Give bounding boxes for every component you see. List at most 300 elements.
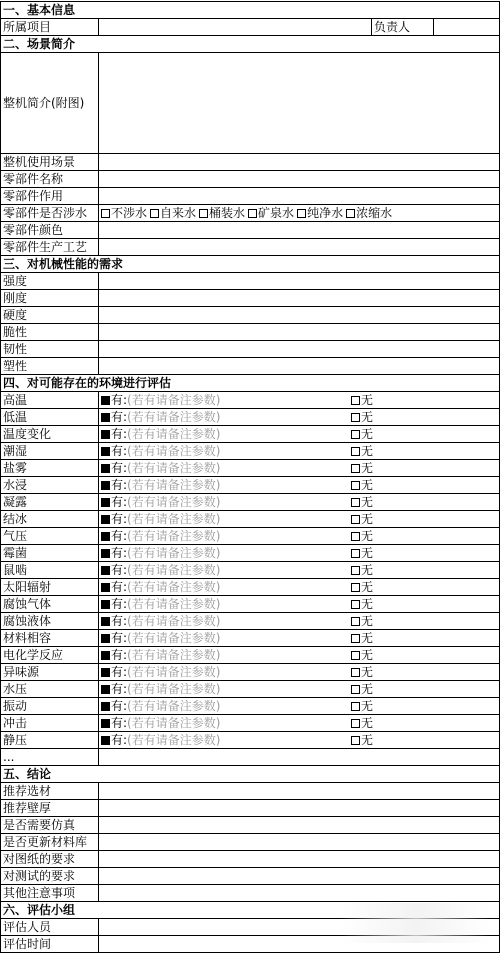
checkbox-icon[interactable] <box>351 702 360 711</box>
env-yes-option[interactable] <box>101 444 351 459</box>
row-label: 腐蚀气体 <box>1 596 99 613</box>
env-yes-option[interactable] <box>101 495 351 510</box>
env-yes-option[interactable] <box>101 682 351 697</box>
yes-hint: (若有请备注参数) <box>127 494 221 509</box>
row-value-cell[interactable] <box>99 409 500 426</box>
env-yes-option[interactable] <box>101 631 351 646</box>
env-no-option[interactable] <box>351 495 373 510</box>
yes-hint: (若有请备注参数) <box>127 511 221 526</box>
form-row <box>1 205 500 222</box>
checked-box-icon[interactable] <box>101 430 110 439</box>
form-row <box>1 53 500 154</box>
form-row <box>1 273 500 290</box>
row-label: 电化学反应 <box>1 647 99 664</box>
row-label: 脆性 <box>1 324 99 341</box>
env-yes-option[interactable] <box>101 461 351 476</box>
evaluation-form <box>0 1 499 953</box>
no-label: 无 <box>361 528 374 543</box>
yes-label: 有: <box>111 528 128 543</box>
row-label: 振动 <box>1 698 99 715</box>
env-yes-option[interactable] <box>101 648 351 663</box>
water-option[interactable] <box>248 206 294 220</box>
row-value-cell[interactable] <box>99 511 500 528</box>
row-value-cell[interactable] <box>99 443 500 460</box>
no-label: 无 <box>361 698 374 713</box>
yes-hint: (若有请备注参数) <box>127 698 221 713</box>
no-label: 无 <box>361 630 374 645</box>
env-no-option[interactable] <box>351 716 373 731</box>
row-label: 塑性 <box>1 358 99 375</box>
row-value-cell[interactable] <box>99 783 500 800</box>
row-label: 其他注意事项 <box>1 885 99 902</box>
yes-hint: (若有请备注参数) <box>127 732 221 747</box>
row-value-cell[interactable] <box>99 596 500 613</box>
form-row <box>1 613 500 630</box>
env-no-option[interactable] <box>351 393 373 408</box>
yes-label: 有: <box>111 596 128 611</box>
row-label: 霉菌 <box>1 545 99 562</box>
checked-box-icon[interactable] <box>101 447 110 456</box>
env-yes-option[interactable] <box>101 393 351 408</box>
form-row <box>1 154 500 171</box>
row-label: 是否需要仿真 <box>1 817 99 834</box>
row-label: 零部件生产工艺 <box>1 239 99 256</box>
env-yes-option[interactable] <box>101 478 351 493</box>
env-no-option[interactable] <box>351 444 373 459</box>
yes-label: 有: <box>111 698 128 713</box>
yes-hint: (若有请备注参数) <box>127 460 221 475</box>
env-yes-option[interactable] <box>101 529 351 544</box>
row-value-cell[interactable] <box>99 749 500 766</box>
section-title: 一、基本信息 <box>1 2 500 19</box>
form-row <box>1 664 500 681</box>
water-option[interactable] <box>150 206 196 220</box>
form-row <box>1 868 500 885</box>
row-label: 零部件是否涉水 <box>1 205 99 222</box>
checkbox-icon[interactable] <box>346 209 355 218</box>
checked-box-icon[interactable] <box>101 685 110 694</box>
form-row <box>1 630 500 647</box>
checked-box-icon[interactable] <box>101 413 110 422</box>
row-label: 评估时间 <box>1 936 99 953</box>
yes-hint: (若有请备注参数) <box>127 392 221 407</box>
row-value-cell[interactable] <box>99 834 500 851</box>
yes-hint: (若有请备注参数) <box>127 545 221 560</box>
section-title: 三、对机械性能的需求 <box>1 256 500 273</box>
checked-box-icon[interactable] <box>101 600 110 609</box>
checkbox-icon[interactable] <box>351 651 360 660</box>
checked-box-icon[interactable] <box>101 566 110 575</box>
checked-box-icon[interactable] <box>101 702 110 711</box>
no-label: 无 <box>361 681 374 696</box>
form-row <box>1 426 500 443</box>
water-option[interactable] <box>346 206 392 220</box>
row-value-cell[interactable] <box>99 171 500 188</box>
checked-box-icon[interactable] <box>101 736 110 745</box>
yes-hint: (若有请备注参数) <box>127 443 221 458</box>
checkbox-icon[interactable] <box>351 481 360 490</box>
no-label: 无 <box>361 494 374 509</box>
row-value-cell[interactable] <box>99 562 500 579</box>
yes-label: 有: <box>111 630 128 645</box>
row-label: 零部件名称 <box>1 171 99 188</box>
form-row <box>1 647 500 664</box>
checkbox-icon[interactable] <box>351 396 360 405</box>
row-label: 对图纸的要求 <box>1 851 99 868</box>
project-value-cell[interactable] <box>99 19 372 36</box>
row-value-cell[interactable] <box>99 630 500 647</box>
row-label: 水压 <box>1 681 99 698</box>
yes-label: 有: <box>111 613 128 628</box>
checkbox-icon[interactable] <box>297 209 306 218</box>
form-row <box>1 341 500 358</box>
row-value-cell[interactable] <box>99 681 500 698</box>
env-yes-option[interactable] <box>101 427 351 442</box>
form-row <box>1 409 500 426</box>
section-scenario <box>1 36 500 53</box>
row-label: 强度 <box>1 273 99 290</box>
row-value-cell[interactable] <box>99 426 500 443</box>
no-label: 无 <box>361 613 374 628</box>
checked-box-icon[interactable] <box>101 583 110 592</box>
row-value-cell[interactable] <box>99 154 500 171</box>
env-no-option[interactable] <box>351 665 373 680</box>
checkbox-icon[interactable] <box>351 617 360 626</box>
checked-box-icon[interactable] <box>101 617 110 626</box>
section-mechanical <box>1 256 500 273</box>
form-row <box>1 732 500 749</box>
yes-hint: (若有请备注参数) <box>127 681 221 696</box>
checked-box-icon[interactable] <box>101 532 110 541</box>
form-row <box>1 511 500 528</box>
row-value-cell[interactable] <box>99 460 500 477</box>
row-label: 结冰 <box>1 511 99 528</box>
row-label: 材料相容 <box>1 630 99 647</box>
water-option-label: 自来水 <box>160 205 197 220</box>
env-yes-option[interactable] <box>101 563 351 578</box>
form-row <box>1 800 500 817</box>
yes-label: 有: <box>111 494 128 509</box>
row-label: 冲击 <box>1 715 99 732</box>
row-label: 推荐壁厚 <box>1 800 99 817</box>
form-row <box>1 545 500 562</box>
no-label: 无 <box>361 409 374 424</box>
env-yes-option[interactable] <box>101 597 351 612</box>
section-title: 二、场景简介 <box>1 36 500 53</box>
yes-hint: (若有请备注参数) <box>127 664 221 679</box>
row-value-cell[interactable] <box>99 817 500 834</box>
env-no-option[interactable] <box>351 580 373 595</box>
env-yes-option[interactable] <box>101 546 351 561</box>
checkbox-icon[interactable] <box>351 549 360 558</box>
form-row <box>1 443 500 460</box>
checkbox-icon[interactable] <box>150 209 159 218</box>
row-value-cell[interactable] <box>99 290 500 307</box>
form-row <box>1 358 500 375</box>
water-option-label: 矿泉水 <box>258 205 295 220</box>
env-yes-option[interactable] <box>101 512 351 527</box>
row-label: 是否更新材料库 <box>1 834 99 851</box>
form-row <box>1 324 500 341</box>
checkbox-icon[interactable] <box>351 600 360 609</box>
checkbox-icon[interactable] <box>351 532 360 541</box>
form-row <box>1 749 500 766</box>
form-row <box>1 188 500 205</box>
checked-box-icon[interactable] <box>101 396 110 405</box>
row-value-cell[interactable] <box>99 528 500 545</box>
row-value-cell[interactable] <box>99 324 500 341</box>
checkbox-icon[interactable] <box>351 413 360 422</box>
form-row <box>1 528 500 545</box>
form-row <box>1 494 500 511</box>
yes-label: 有: <box>111 579 128 594</box>
checkbox-icon[interactable] <box>351 719 360 728</box>
yes-label: 有: <box>111 732 128 747</box>
row-value-cell[interactable] <box>99 664 500 681</box>
row-value-cell[interactable] <box>99 545 500 562</box>
form-row <box>1 579 500 596</box>
env-no-option[interactable] <box>351 427 373 442</box>
yes-hint: (若有请备注参数) <box>127 579 221 594</box>
checkbox-icon[interactable] <box>351 668 360 677</box>
env-no-option[interactable] <box>351 597 373 612</box>
env-yes-option[interactable] <box>101 733 351 748</box>
row-label: 对测试的要求 <box>1 868 99 885</box>
row-value-cell[interactable] <box>99 273 500 290</box>
row-value-cell[interactable] <box>99 477 500 494</box>
row-label: 气压 <box>1 528 99 545</box>
yes-hint: (若有请备注参数) <box>127 647 221 662</box>
env-no-option[interactable] <box>351 699 373 714</box>
water-option[interactable] <box>199 206 245 220</box>
env-yes-option[interactable] <box>101 580 351 595</box>
yes-label: 有: <box>111 681 128 696</box>
no-label: 无 <box>361 443 374 458</box>
form-row <box>1 460 500 477</box>
yes-label: 有: <box>111 443 128 458</box>
yes-label: 有: <box>111 562 128 577</box>
env-no-option[interactable] <box>351 563 373 578</box>
row-label: 整机简介(附图) <box>1 53 99 154</box>
form-row <box>1 290 500 307</box>
checkbox-icon[interactable] <box>351 736 360 745</box>
row-value-cell[interactable] <box>99 222 500 239</box>
env-no-option[interactable] <box>351 478 373 493</box>
row-label: 腐蚀液体 <box>1 613 99 630</box>
evaluation-table <box>0 1 500 953</box>
row-label: 评估人员 <box>1 919 99 936</box>
yes-label: 有: <box>111 409 128 424</box>
section-title: 四、对可能存在的环境进行评估 <box>1 375 500 392</box>
row-value-cell[interactable] <box>99 800 500 817</box>
checked-box-icon[interactable] <box>101 719 110 728</box>
checked-box-icon[interactable] <box>101 464 110 473</box>
yes-hint: (若有请备注参数) <box>127 477 221 492</box>
yes-hint: (若有请备注参数) <box>127 426 221 441</box>
water-option-label: 桶装水 <box>209 205 246 220</box>
section-title: 五、结论 <box>1 766 500 783</box>
checkbox-icon[interactable] <box>351 498 360 507</box>
no-label: 无 <box>361 579 374 594</box>
form-row <box>1 885 500 902</box>
row-value-cell[interactable] <box>99 613 500 630</box>
checkbox-icon[interactable] <box>351 430 360 439</box>
checkbox-icon[interactable] <box>351 447 360 456</box>
row-label: 鼠啮 <box>1 562 99 579</box>
yes-label: 有: <box>111 511 128 526</box>
yes-hint: (若有请备注参数) <box>127 630 221 645</box>
row-value-cell[interactable] <box>99 851 500 868</box>
form-row <box>1 834 500 851</box>
row-value-cell[interactable] <box>99 239 500 256</box>
owner-label: 负责人 <box>372 19 434 36</box>
checked-box-icon[interactable] <box>101 651 110 660</box>
row-value-cell[interactable] <box>99 885 500 902</box>
watermark <box>341 903 491 943</box>
checkbox-icon[interactable] <box>248 209 257 218</box>
row-value-cell[interactable] <box>99 698 500 715</box>
form-row <box>1 392 500 409</box>
no-label: 无 <box>361 732 374 747</box>
env-yes-option[interactable] <box>101 410 351 425</box>
yes-label: 有: <box>111 460 128 475</box>
form-row <box>1 477 500 494</box>
form-row <box>1 715 500 732</box>
form-row <box>1 681 500 698</box>
no-label: 无 <box>361 460 374 475</box>
yes-label: 有: <box>111 715 128 730</box>
row-label: 盐雾 <box>1 460 99 477</box>
yes-hint: (若有请备注参数) <box>127 409 221 424</box>
row-value-cell[interactable] <box>99 868 500 885</box>
checkbox-icon[interactable] <box>351 515 360 524</box>
row-label: ... <box>1 749 99 766</box>
water-option-label: 纯净水 <box>307 205 344 220</box>
no-label: 无 <box>361 562 374 577</box>
no-label: 无 <box>361 596 374 611</box>
row-value-cell[interactable] <box>99 188 500 205</box>
form-row <box>1 596 500 613</box>
section-title: 六、评估小组 <box>1 902 500 919</box>
row-value-cell[interactable] <box>99 579 500 596</box>
checked-box-icon[interactable] <box>101 549 110 558</box>
checkbox-icon[interactable] <box>351 566 360 575</box>
yes-label: 有: <box>111 477 128 492</box>
env-yes-option[interactable] <box>101 614 351 629</box>
no-label: 无 <box>361 426 374 441</box>
yes-hint: (若有请备注参数) <box>127 613 221 628</box>
env-no-option[interactable] <box>351 529 373 544</box>
form-row <box>1 562 500 579</box>
env-no-option[interactable] <box>351 410 373 425</box>
yes-hint: (若有请备注参数) <box>127 715 221 730</box>
form-row <box>1 171 500 188</box>
row-label: 太阳辐射 <box>1 579 99 596</box>
section-environment <box>1 375 500 392</box>
row-label: 零部件作用 <box>1 188 99 205</box>
checked-box-icon[interactable] <box>101 498 110 507</box>
form-row <box>1 239 500 256</box>
row-label: 低温 <box>1 409 99 426</box>
env-no-option[interactable] <box>351 631 373 646</box>
owner-value-cell[interactable] <box>434 19 500 36</box>
row-label: 推荐选材 <box>1 783 99 800</box>
form-row <box>1 307 500 324</box>
env-yes-option[interactable] <box>101 716 351 731</box>
checkbox-icon[interactable] <box>351 685 360 694</box>
water-option[interactable] <box>297 206 343 220</box>
yes-label: 有: <box>111 426 128 441</box>
yes-label: 有: <box>111 392 128 407</box>
checked-box-icon[interactable] <box>101 481 110 490</box>
form-row <box>1 222 500 239</box>
checkbox-icon[interactable] <box>101 209 110 218</box>
checked-box-icon[interactable] <box>101 515 110 524</box>
row-label: 刚度 <box>1 290 99 307</box>
checkbox-icon[interactable] <box>351 583 360 592</box>
row-value-cell[interactable] <box>99 358 500 375</box>
row-value-cell[interactable] <box>99 341 500 358</box>
yes-hint: (若有请备注参数) <box>127 528 221 543</box>
no-label: 无 <box>361 511 374 526</box>
row-value-cell[interactable] <box>99 715 500 732</box>
env-no-option[interactable] <box>351 682 373 697</box>
water-option[interactable] <box>101 206 147 220</box>
row-label: 异味源 <box>1 664 99 681</box>
checked-box-icon[interactable] <box>101 668 110 677</box>
section-conclusion <box>1 766 500 783</box>
checkbox-icon[interactable] <box>351 464 360 473</box>
row-value-cell[interactable] <box>99 647 500 664</box>
checkbox-icon[interactable] <box>199 209 208 218</box>
env-no-option[interactable] <box>351 512 373 527</box>
row-label: 整机使用场景 <box>1 154 99 171</box>
env-no-option[interactable] <box>351 733 373 748</box>
env-yes-option[interactable] <box>101 699 351 714</box>
checked-box-icon[interactable] <box>101 634 110 643</box>
env-no-option[interactable] <box>351 546 373 561</box>
row-value-cell[interactable] <box>99 53 500 154</box>
row-value-cell[interactable] <box>99 307 500 324</box>
form-row <box>1 851 500 868</box>
no-label: 无 <box>361 545 374 560</box>
env-no-option[interactable] <box>351 614 373 629</box>
yes-label: 有: <box>111 545 128 560</box>
env-yes-option[interactable] <box>101 665 351 680</box>
row-label: 凝露 <box>1 494 99 511</box>
checkbox-icon[interactable] <box>351 634 360 643</box>
yes-hint: (若有请备注参数) <box>127 562 221 577</box>
row-value-cell[interactable] <box>99 205 500 222</box>
row-value-cell[interactable] <box>99 494 500 511</box>
row-label: 温度变化 <box>1 426 99 443</box>
form-row <box>1 698 500 715</box>
no-label: 无 <box>361 647 374 662</box>
env-no-option[interactable] <box>351 461 373 476</box>
row-label: 潮湿 <box>1 443 99 460</box>
no-label: 无 <box>361 715 374 730</box>
section-basic-info <box>1 2 500 19</box>
row-label: 硬度 <box>1 307 99 324</box>
yes-label: 有: <box>111 664 128 679</box>
no-label: 无 <box>361 664 374 679</box>
yes-label: 有: <box>111 647 128 662</box>
env-no-option[interactable] <box>351 648 373 663</box>
water-option-label: 浓缩水 <box>356 205 393 220</box>
row-value-cell[interactable] <box>99 392 500 409</box>
form-row <box>1 19 500 36</box>
row-value-cell[interactable] <box>99 732 500 749</box>
